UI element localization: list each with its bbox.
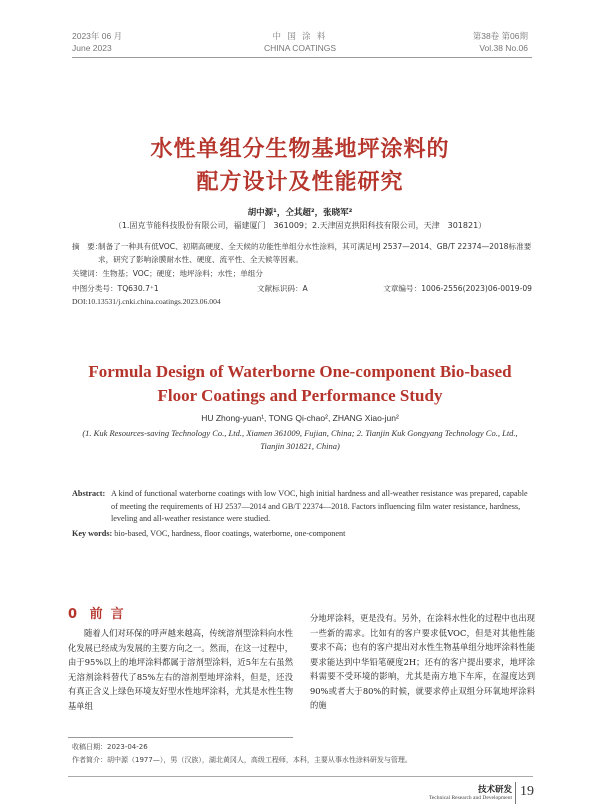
header-rule bbox=[72, 57, 532, 58]
article-number: 文章编号：1006-2556(2023)06-0019-09 bbox=[383, 284, 532, 293]
document-code: 文献标识码：A bbox=[257, 284, 308, 293]
abstract-cn bbox=[72, 241, 532, 266]
footnote-author-intro: 作者简介：胡中源（1977—），男（汉族），湖北黄冈人，高级工程师，本科，主要从事水性涂料研发与管理。 bbox=[72, 756, 412, 764]
footer-rule bbox=[68, 776, 533, 777]
header-journal-cn: 中 国 涂 料 bbox=[272, 31, 328, 41]
affiliations-en-line1: (1. Kuk Resources-saving Technology Co., Ltd., Xiamen 361009, Fujian, China; 2. Tianjin Kuk Gongyang Technology Co., Ltd., bbox=[82, 428, 518, 438]
footer-divider bbox=[515, 782, 516, 804]
affiliations-en-line2: Tianjin 301821, China) bbox=[260, 441, 340, 451]
footnote-rule bbox=[68, 737, 293, 738]
footer-section-en: Technical Research and Development bbox=[428, 795, 512, 801]
keywords-en bbox=[72, 528, 532, 541]
section-title: 前言 bbox=[89, 607, 132, 622]
classification-number: 中图分类号：TQ630.7⁺1 bbox=[72, 284, 159, 293]
section-number: 0 bbox=[68, 607, 78, 622]
authors-cn: 胡中源¹，仝其超²，张晓军² bbox=[247, 208, 353, 218]
title-en-line2: Floor Coatings and Performance Study bbox=[157, 386, 443, 405]
header-date-en: June 2023 bbox=[72, 43, 112, 53]
title-cn bbox=[60, 133, 540, 199]
body-paragraph-left: 随着人们对环保的呼声越来越高，传统溶剂型涂料向水性化发展已经成为发展的主要方向之一。然而，在这一过程中，由于95%以上的地坪涂料都属于溶剂型涂料，近5年左右虽然无溶剂涂料替代了85%左右的溶剂型地坪涂料，但是，还没有真正含义上绿色环境友好型水性地坪涂料，尤其是水性生物基单组 bbox=[68, 628, 293, 711]
keywords-en-text: bio-based, VOC, hardness, floor coatings, waterborne, one-component bbox=[114, 529, 346, 538]
authors-en: HU Zhong-yuan¹, TONG Qi-chao², ZHANG Xiao-jun² bbox=[201, 413, 399, 423]
footnote-received: 收稿日期：2023-04-26 bbox=[72, 743, 148, 751]
title-cn-line2: 配方设计及性能研究 bbox=[196, 170, 404, 195]
body-column-right bbox=[310, 611, 535, 713]
section-heading bbox=[68, 603, 132, 622]
title-cn-line1: 水性单组分生物基地坪涂料的 bbox=[150, 137, 450, 162]
abstract-cn-text: 制备了一种具有低VOC、初期高硬度、全天候的功能性单组分水性涂料，其可满足HJ 2537—2014、GB/T 22374—2018标准要求，研究了影响涂膜耐水性、硬度、流平性、全天候等因素。 bbox=[98, 242, 532, 264]
keywords-en-label: Key words: bbox=[72, 529, 113, 538]
affiliations-cn: （1.固克节能科技股份有限公司，福建厦门 361009；2.天津固克拱阳科技有限公司，天津 301821） bbox=[113, 221, 487, 230]
title-en-line1: Formula Design of Waterborne One-component Bio-based bbox=[88, 362, 512, 381]
keywords-cn: 关键词：生物基；VOC；硬度；地坪涂料；水性；单组分 bbox=[72, 269, 263, 278]
affiliations-en bbox=[60, 427, 540, 453]
page-number: 19 bbox=[520, 784, 534, 799]
header-journal-en: CHINA COATINGS bbox=[263, 43, 337, 53]
abstract-en-label: Abstract: bbox=[72, 489, 106, 498]
abstract-en bbox=[72, 488, 532, 526]
abstract-cn-label: 摘 要： bbox=[72, 242, 103, 251]
body-column-left bbox=[68, 626, 293, 713]
header-volume-cn: 第38卷 第06期 bbox=[472, 31, 528, 41]
body-paragraph-right: 分地坪涂料，更是没有。另外，在涂料水性化的过程中也出现一些新的需求。比如有的客户要求低VOC，但是对其他性能要求不高；也有的客户提出对水性生物基单组分地坪涂料性能要求能达到中华铅笔硬度2H；还有的客户提出要求，地坪涂料需要不受环境的影响，尤其是南方地下车库，在湿度达到90%或者大于80%的时候，就要求停止双组分环氧地坪涂料的施 bbox=[310, 613, 535, 710]
header-volume bbox=[473, 30, 528, 54]
title-en bbox=[40, 360, 560, 408]
abstract-en-text: A kind of functional waterborne coatings with low VOC, high initial hardness and all-weather resistance was prepared, capable of meeting the requirements of HJ 2537—2014 and GB/T 22374—2018. Factors influencing film water resistance, hardness, leveling and all-weather resistance were studied. bbox=[111, 489, 528, 523]
doi: DOI:10.13531/j.cnki.china.coatings.2023.06.004 bbox=[72, 297, 221, 306]
header-volume-en: Vol.38 No.06 bbox=[479, 43, 528, 53]
header-date-cn: 2023年 06 月 bbox=[72, 31, 123, 41]
footer-section-cn: 技术研发 bbox=[477, 785, 512, 795]
